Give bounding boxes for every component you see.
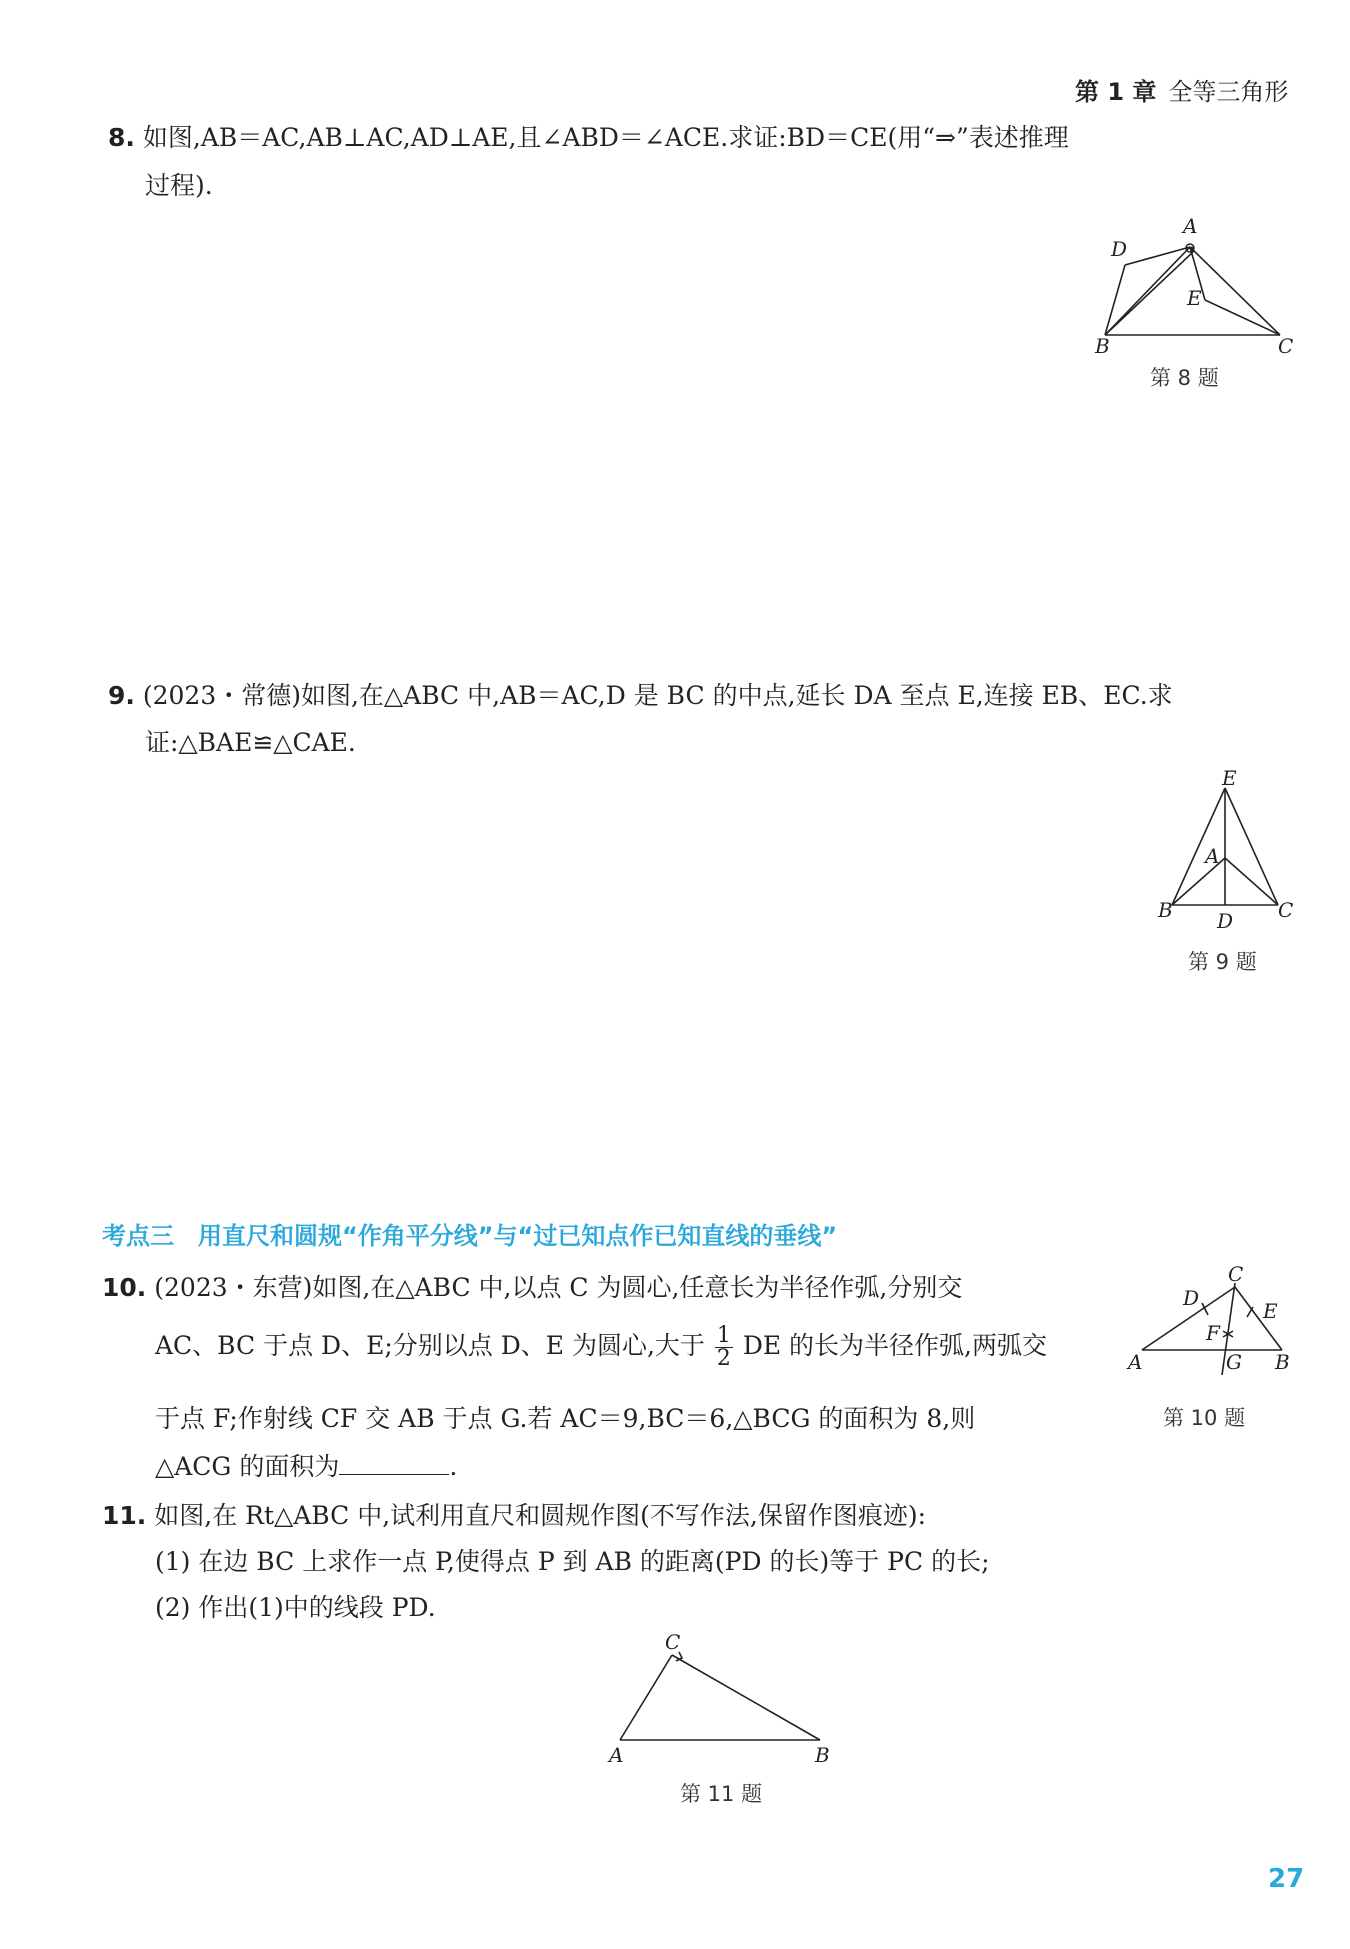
question-9-line-2: 证:△BAE≌△CAE. [145,728,356,757]
page-number: 27 [1268,1864,1305,1894]
chapter-number: 第 1 章 [1075,78,1157,106]
question-10-line-3: 于点 F;作射线 CF 交 AB 于点 G.若 AC＝9,BC＝6,△BCG 的面积为 8,则 [155,1404,976,1433]
question-10-line-2 [155,1325,1047,1370]
question-9-text-1: (2023・常德)如图,在△ABC 中,AB＝AC,D 是 BC 的中点,延长 DA 至点 E,连接 EB、EC.求 [142,681,1173,710]
fig11-seg-BC [672,1655,820,1740]
fraction-numerator: 1 [716,1323,731,1348]
section-heading: 考点三 用直尺和圆规“作角平分线”与“过已知点作已知直线的垂线” [102,1222,838,1250]
question-11-part-1: (1) 在边 BC 上求作一点 P,使得点 P 到 AB 的距离(PD 的长)等于 PC 的长; [155,1547,990,1576]
fig10-label-F: F [1206,1321,1220,1345]
fig11-seg-AC [620,1655,672,1740]
fig9-label-B: B [1158,898,1173,922]
question-10-line-4 [155,1451,457,1483]
question-8-text-1: 如图,AB＝AC,AB⊥AC,AD⊥AE,且∠ABD＝∠ACE.求证:BD＝CE(用“⇒”表述推理 [142,123,1069,152]
figure-10 [1120,1265,1305,1385]
fig9-label-A: A [1205,844,1220,868]
fig8-label-B: B [1095,334,1110,355]
chapter-header [1075,72,1288,107]
question-8-line-1 [108,122,1069,154]
fig9-seg-EC [1225,788,1278,905]
question-10-line-1 [102,1272,962,1304]
question-10-text-2b: DE 的长为半径作弧,两弧交 [742,1331,1048,1360]
question-10-text-4b: . [449,1452,458,1481]
fig11-label-A: A [609,1743,624,1767]
question-10-number: 10. [102,1273,147,1302]
fig9-label-D: D [1217,909,1234,933]
fig9-seg-AC [1225,858,1278,905]
fraction-one-half [715,1325,733,1370]
question-8-line-2: 过程). [145,171,213,200]
fig10-arc-E [1247,1307,1253,1317]
fig11-label-B: B [815,1743,830,1767]
question-11-number: 11. [102,1501,147,1530]
question-11-text-1: 如图,在 Rt△ABC 中,试利用直尺和圆规作图(不写作法,保留作图痕迹): [154,1501,927,1530]
question-10-text-4a: △ACG 的面积为 [155,1452,340,1481]
fig10-label-D: D [1183,1286,1200,1310]
question-11-part-2: (2) 作出(1)中的线段 PD. [155,1593,436,1622]
figure-8-caption: 第 8 题 [1150,366,1219,390]
fig9-label-C: C [1278,898,1294,922]
figure-11 [605,1630,845,1770]
answer-blank[interactable] [339,1452,449,1475]
fig9-label-E: E [1222,770,1237,790]
fig11-label-C: C [665,1630,681,1654]
fig10-label-B: B [1275,1350,1290,1374]
fig8-label-A: A [1183,215,1198,238]
question-10-text-2a: AC、BC 于点 D、E;分别以点 D、E 为圆心,大于 [155,1331,705,1360]
figure-10-caption: 第 10 题 [1163,1406,1246,1430]
figure-11-caption: 第 11 题 [680,1782,763,1806]
figure-8 [1085,215,1305,355]
fraction-denominator: 2 [716,1346,731,1371]
figure-9-caption: 第 9 题 [1188,950,1257,974]
fig8-label-D: D [1111,237,1128,261]
question-8-number: 8. [108,123,135,152]
fig8-seg-EC [1205,300,1280,335]
fig8-seg-BD [1105,252,1193,335]
fig10-label-E: E [1263,1299,1278,1323]
question-9-line-1 [108,680,1173,712]
fig10-label-C: C [1228,1265,1244,1286]
fig8-seg-AC [1190,247,1280,335]
fig8-label-E: E [1187,286,1202,310]
question-11-line-1 [102,1500,926,1532]
fig10-label-A: A [1128,1350,1143,1374]
question-9-number: 9. [108,681,135,710]
question-10-text-1: (2023・东营)如图,在△ABC 中,以点 C 为圆心,任意长为半径作弧,分别交 [154,1273,963,1302]
fig10-label-G: G [1226,1350,1242,1374]
fig8-label-C: C [1278,334,1294,355]
chapter-title: 全等三角形 [1168,78,1289,106]
figure-9 [1150,770,1300,940]
